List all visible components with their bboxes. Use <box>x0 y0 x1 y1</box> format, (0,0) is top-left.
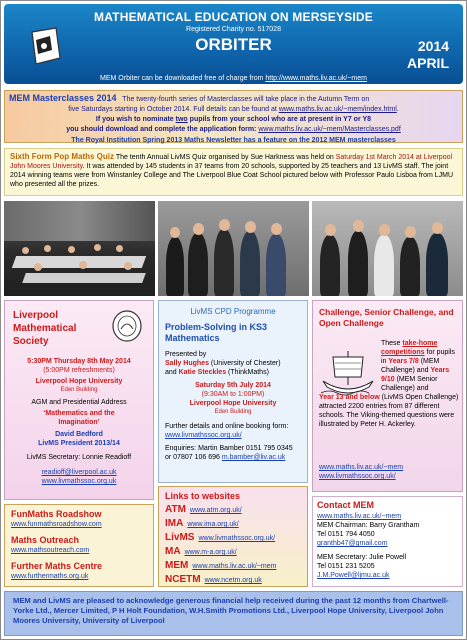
masterclasses-text3b: pupils from your school who are at present in Y7 or Y8 <box>187 116 372 123</box>
livms-heading-line3: Society <box>13 336 49 347</box>
livms-heading-line1: Liverpool <box>13 310 59 321</box>
quiz-hall-photo <box>4 201 155 296</box>
link-row-ma <box>165 546 237 557</box>
challenge-years910: Years 9/10 <box>381 367 450 383</box>
cpd-time: (9:30AM to 1:00PM) <box>201 391 265 398</box>
cpd-presenter-1 <box>165 359 301 368</box>
link-row-livms <box>165 532 275 543</box>
masterclasses-line3 <box>9 115 458 125</box>
livms-time: 5:30PM Thursday 8th May 2014 <box>27 358 131 365</box>
livms-panel <box>4 300 154 500</box>
challenge-takehome: take-home competitions <box>381 340 438 356</box>
contact-chairman: MEM Chairman: Barry Grantham <box>317 522 420 529</box>
sixth-form-date: Saturday 1st March 2014 at Liverpool John Moores University <box>10 154 453 170</box>
masterclasses-line1 <box>9 93 458 105</box>
link-ncetm-label: NCETM <box>165 574 201 585</box>
cpd-enquiries-line2 <box>165 453 301 462</box>
challenge-text-p3: (MEM Challenge) and <box>381 358 440 374</box>
link-row-ncetm <box>165 574 262 585</box>
masterclasses-text4: you should download and complete the application form: <box>66 126 259 133</box>
challenge-text-p1: These <box>381 340 403 347</box>
contact-heading: Contact MEM <box>317 500 374 510</box>
livms-crest-icon <box>111 309 143 343</box>
cpd-presenter-2 <box>165 368 301 377</box>
application-form-link[interactable]: www.maths.liv.ac.uk/~mem/Masterclasses.pdf <box>258 126 401 133</box>
contact-secretary: MEM Secretary: Julie Powell <box>317 554 407 561</box>
livms-speaker: David Bedford <box>55 431 103 438</box>
masterclasses-text1: The twenty-fourth series of Masterclasses will take place in the Autumn Term on <box>122 96 370 103</box>
link-ima-label: IMA <box>165 518 184 529</box>
cpd-enquiries <box>165 444 301 462</box>
orbiter-title: ORBITER <box>195 35 272 54</box>
livms-agm: AGM and Presidential Address <box>31 399 127 406</box>
header-title: MATHEMATICAL EDUCATION ON MERSEYSIDE <box>94 10 373 24</box>
download-text: MEM Orbiter can be downloaded free of charge from <box>100 75 266 82</box>
cpd-title <box>165 322 301 344</box>
links-panel <box>158 486 308 587</box>
challenge-heading: Challenge, Senior Challenge, and Open Challenge <box>319 307 454 328</box>
challenge-years78: Years 7/8 <box>388 358 419 365</box>
outreach-panel <box>4 504 154 587</box>
maths-outreach-title: Maths Outreach <box>11 535 80 545</box>
masterclasses-text3a: If you wish to nominate <box>95 116 176 123</box>
livms-heading-line2: Mathematical <box>13 323 77 334</box>
challenge-panel <box>312 300 463 492</box>
masterclasses-two: two <box>175 116 188 123</box>
cpd-enquiries-line1: Enquiries: Martin Bamber 0151 795 0345 <box>165 445 293 452</box>
link-row-ima <box>165 518 239 529</box>
livms-president-role: LivMS President 2013/14 <box>38 440 120 447</box>
download-line <box>4 75 463 82</box>
cpd-details <box>165 422 301 440</box>
funmaths-title: FunMaths Roadshow <box>11 509 102 519</box>
masterclasses-line2 <box>9 105 458 115</box>
sixth-form-heading: Sixth Form Pop Maths Quiz <box>10 152 115 161</box>
contact-panel <box>312 496 463 587</box>
winners-photo-2 <box>312 201 463 296</box>
cpd-event <box>165 381 301 417</box>
masterclasses-line5: The Royal Institution Spring 2013 Maths Newsletter has a feature on the 2012 MEM masterclasses <box>71 137 396 144</box>
masterclasses-line4 <box>9 125 458 135</box>
challenge-text-p2: for pupils in <box>381 349 455 365</box>
issue-year: 2014 <box>417 38 449 54</box>
cpd-heading: LivMS CPD Programme <box>190 307 276 316</box>
further-maths-title: Further Maths Centre <box>11 561 103 571</box>
challenge-text-p5: (LivMS Open Challenge) attracted 2200 entries from 87 different schools. The Viking-themed questions were illustrated by Peter H. Ackerley. <box>319 394 459 428</box>
livms-heading <box>13 309 76 348</box>
header-banner <box>4 4 463 84</box>
cpd-presenter-1-org: (University of Chester) <box>208 360 281 367</box>
livms-venue: Liverpool Hope University <box>35 378 123 385</box>
cpd-building: Eden Building <box>214 409 252 415</box>
link-ma-label: MA <box>165 546 181 557</box>
cpd-venue: Liverpool Hope University <box>189 400 277 407</box>
masterclasses-period: . <box>396 106 399 113</box>
cpd-presenter-1-name: Sally Hughes <box>165 360 209 367</box>
links-heading: Links to websites <box>165 491 241 501</box>
livms-talk-line1: ‘Mathematics and the <box>43 410 115 417</box>
link-atm[interactable]: www.atm.org.uk/ <box>189 507 242 514</box>
masterclasses-text2: five Saturdays starting in October 2014. Full details can be found at <box>68 106 279 113</box>
livms-email-link[interactable]: readioff@liverpool.ac.uk <box>41 469 117 476</box>
cpd-booking-link[interactable]: www.livmathssoc.org.uk/ <box>165 432 242 439</box>
contact-chair-tel: Tel 0151 794 4050 <box>317 531 375 538</box>
livms-refreshments: (5:00PM refreshments) <box>43 367 115 374</box>
challenge-text <box>319 339 461 429</box>
cpd-phone: or 07807 106 696 <box>165 454 222 461</box>
download-link[interactable]: http://www.maths.liv.ac.uk/~mem <box>265 75 367 82</box>
livms-building: Eden Building <box>60 387 98 393</box>
cpd-title-line2: Mathematics <box>165 333 220 343</box>
cpd-panel <box>158 300 308 483</box>
contact-secretary-email[interactable]: J.M.Powell@ljmu.ac.uk <box>317 572 390 579</box>
masterclasses-panel <box>4 90 463 143</box>
challenge-livms-link[interactable]: www.livmathssoc.org.uk/ <box>319 473 396 480</box>
cpd-title-line1: Problem-Solving in KS3 <box>165 322 268 332</box>
acknowledgement-footer: MEM and LivMS are pleased to acknowledge generous financial help received during the past 12 months from Chartwell-Yorke Ltd., Mercer Limited, P H Holt Foundation, W.H.Smith Promotions Ltd., Liverpool Hope University, Liverpool John Moores University, University of Liverpool <box>4 591 463 636</box>
winners-photo-1 <box>158 201 309 296</box>
contact-mem-link[interactable]: www.maths.liv.ac.uk/~mem <box>317 513 402 520</box>
link-atm-label: ATM <box>165 504 186 515</box>
challenge-text-p4: (MEM Senior Challenge) and <box>381 376 438 392</box>
cpd-email-link[interactable]: m.bamber@liv.ac.uk <box>221 454 286 461</box>
masterclasses-index-link[interactable]: www.maths.liv.ac.uk/~mem/index.html <box>278 106 397 113</box>
cpd-and: and <box>165 369 179 376</box>
link-ima[interactable]: www.ima.org.uk/ <box>187 521 239 528</box>
livms-talk-line2: Imagination’ <box>58 419 100 426</box>
cpd-presenters <box>165 350 301 377</box>
challenge-year13: Year 13 and below <box>319 394 380 401</box>
cpd-presented-by: Presented by <box>165 351 207 358</box>
link-mem-label: MEM <box>165 560 189 571</box>
contact-secretary-tel: Tel 0151 231 5205 <box>317 563 375 570</box>
sixth-form-text2: . It was attended by 145 students in 37 teams from 20 schools, supported by 25 teachers and 13 LivMS staff. The joint 2014 winning teams were from Winstanley College and The Liverpool Blue Coat School pictured below with Professor Paulo Lisboa from LJMU who presented all the prizes. <box>10 163 454 188</box>
livms-secretary: LivMS Secretary: Lonnie Readioff <box>26 454 132 461</box>
further-maths-link[interactable]: www.furthermaths.org.uk <box>11 573 89 580</box>
cpd-presenter-2-name: Katie Steckles <box>178 369 227 376</box>
challenge-mem-link[interactable]: www.maths.liv.ac.uk/~mem <box>319 464 404 471</box>
challenge-text-bottom <box>319 393 461 429</box>
link-livms[interactable]: www.livmathssoc.org.uk/ <box>198 535 276 542</box>
sixth-form-text1: The tenth Annual LivMS Quiz organised by Sue Harkness was held on <box>114 154 336 161</box>
issue-month: APRIL <box>407 55 449 71</box>
maths-outreach-link[interactable]: www.mathsoutreach.com <box>11 547 90 554</box>
contact-chair-email[interactable]: granthb47@gmail.com <box>317 540 388 547</box>
link-ncetm[interactable]: www.ncetm.org.uk <box>204 577 262 584</box>
livms-website-link[interactable]: www.livmathssoc.org.uk <box>41 478 117 485</box>
link-livms-label: LivMS <box>165 532 195 543</box>
link-row-atm <box>165 504 242 515</box>
funmaths-link[interactable]: www.funmathsroadshow.com <box>11 521 102 528</box>
sixth-form-quiz-panel <box>4 148 463 196</box>
link-mem[interactable]: www.maths.liv.ac.uk/~mem <box>192 563 277 570</box>
link-row-mem <box>165 560 276 571</box>
masterclasses-heading: MEM Masterclasses 2014 <box>9 93 117 103</box>
cpd-date: Saturday 5th July 2014 <box>195 382 271 389</box>
charity-number: Registered Charity no. 517028 <box>186 26 281 33</box>
challenge-text-top <box>381 339 461 393</box>
cpd-presenter-2-org: (ThinkMaths) <box>226 369 269 376</box>
cpd-details-text: Further details and online booking form: <box>165 423 289 430</box>
link-ma[interactable]: www.m-a.org.uk/ <box>184 549 237 556</box>
